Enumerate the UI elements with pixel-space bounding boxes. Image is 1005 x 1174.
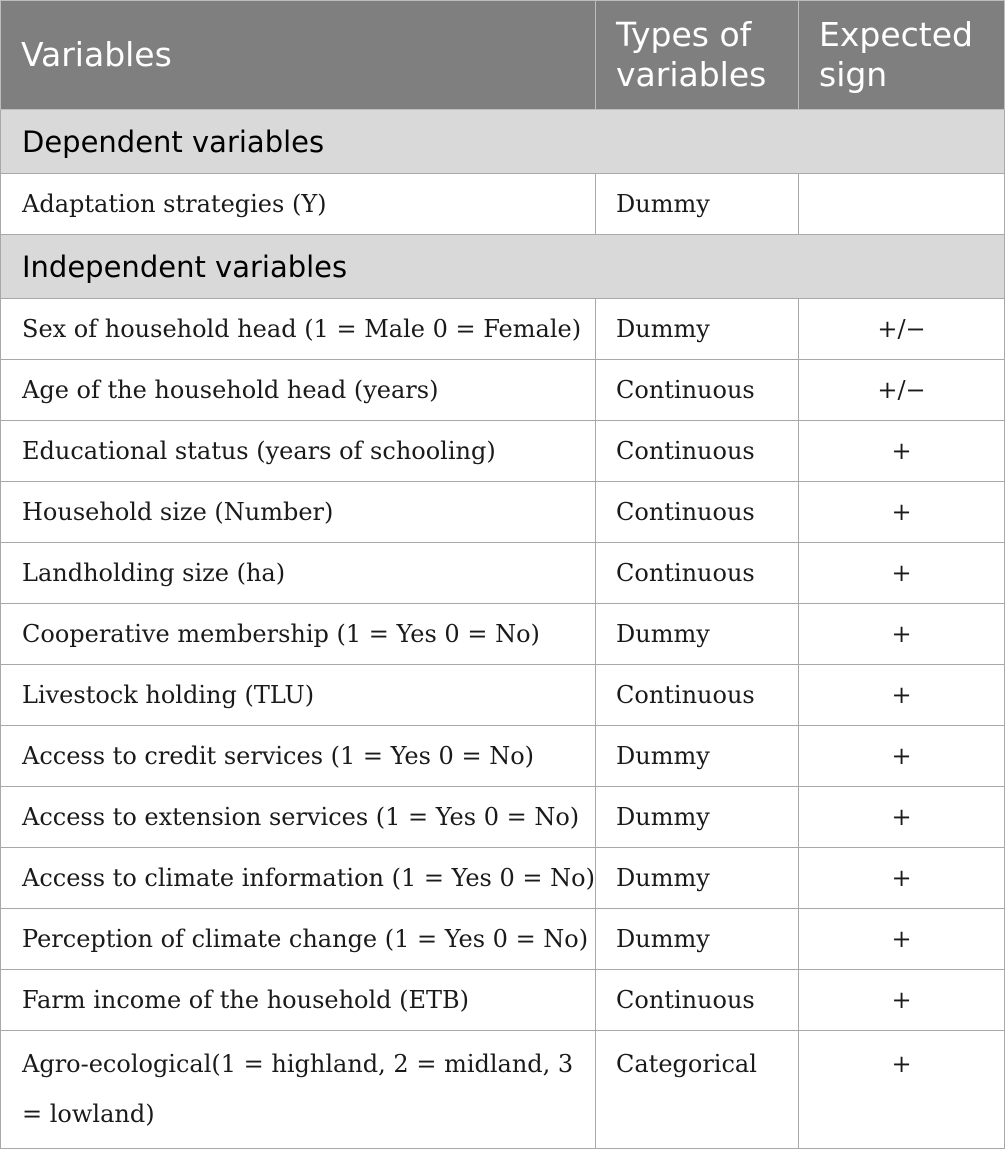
sign-cell: + bbox=[799, 848, 1005, 909]
sign-cell: + bbox=[799, 726, 1005, 787]
sign-cell: + bbox=[799, 787, 1005, 848]
variable-cell: Adaptation strategies (Y) bbox=[1, 174, 596, 235]
table-header bbox=[1, 1, 1005, 110]
variable-cell: Access to climate information (1 = Yes 0 = No) bbox=[1, 848, 596, 909]
type-cell: Continuous bbox=[596, 543, 799, 604]
sign-cell: + bbox=[799, 970, 1005, 1031]
section-title-dependent: Dependent variables bbox=[1, 110, 1005, 174]
table-row bbox=[1, 421, 1005, 482]
section-row-dependent bbox=[1, 110, 1005, 174]
table-row bbox=[1, 909, 1005, 970]
sign-cell: + bbox=[799, 665, 1005, 726]
variable-cell: Livestock holding (TLU) bbox=[1, 665, 596, 726]
variable-cell: Access to credit services (1 = Yes 0 = No) bbox=[1, 726, 596, 787]
table-row bbox=[1, 787, 1005, 848]
table-row bbox=[1, 726, 1005, 787]
variable-cell: Access to extension services (1 = Yes 0 = No) bbox=[1, 787, 596, 848]
type-cell: Dummy bbox=[596, 726, 799, 787]
type-cell: Continuous bbox=[596, 970, 799, 1031]
header-row bbox=[1, 1, 1005, 110]
table-row bbox=[1, 299, 1005, 360]
type-cell: Dummy bbox=[596, 604, 799, 665]
variable-cell: Agro-ecological(1 = highland, 2 = midland, 3 = lowland) bbox=[1, 1031, 596, 1149]
sign-cell: +/− bbox=[799, 360, 1005, 421]
variable-cell: Cooperative membership (1 = Yes 0 = No) bbox=[1, 604, 596, 665]
sign-cell: + bbox=[799, 1031, 1005, 1149]
variable-cell: Age of the household head (years) bbox=[1, 360, 596, 421]
table-row bbox=[1, 543, 1005, 604]
header-expected-sign: Expected sign bbox=[799, 1, 1005, 110]
header-variables: Variables bbox=[1, 1, 596, 110]
variable-cell: Household size (Number) bbox=[1, 482, 596, 543]
type-cell: Categorical bbox=[596, 1031, 799, 1149]
type-cell: Continuous bbox=[596, 421, 799, 482]
sign-cell: + bbox=[799, 604, 1005, 665]
table-body bbox=[1, 110, 1005, 1149]
table-row bbox=[1, 174, 1005, 235]
type-cell: Dummy bbox=[596, 299, 799, 360]
table-row bbox=[1, 848, 1005, 909]
sign-cell: + bbox=[799, 909, 1005, 970]
section-row-independent bbox=[1, 235, 1005, 299]
type-cell: Continuous bbox=[596, 665, 799, 726]
table-row bbox=[1, 482, 1005, 543]
variable-cell: Sex of household head (1 = Male 0 = Female) bbox=[1, 299, 596, 360]
variable-cell: Farm income of the household (ETB) bbox=[1, 970, 596, 1031]
type-cell: Dummy bbox=[596, 848, 799, 909]
table-row bbox=[1, 1031, 1005, 1149]
table-row bbox=[1, 970, 1005, 1031]
table-row bbox=[1, 665, 1005, 726]
type-cell: Dummy bbox=[596, 909, 799, 970]
section-title-independent: Independent variables bbox=[1, 235, 1005, 299]
variable-cell: Educational status (years of schooling) bbox=[1, 421, 596, 482]
sign-cell: + bbox=[799, 421, 1005, 482]
sign-cell: + bbox=[799, 482, 1005, 543]
sign-cell: + bbox=[799, 543, 1005, 604]
variable-cell: Landholding size (ha) bbox=[1, 543, 596, 604]
variable-cell: Perception of climate change (1 = Yes 0 = No) bbox=[1, 909, 596, 970]
type-cell: Continuous bbox=[596, 360, 799, 421]
type-cell: Dummy bbox=[596, 174, 799, 235]
table-row bbox=[1, 360, 1005, 421]
header-types: Types of variables bbox=[596, 1, 799, 110]
type-cell: Dummy bbox=[596, 787, 799, 848]
type-cell: Continuous bbox=[596, 482, 799, 543]
sign-cell bbox=[799, 174, 1005, 235]
table-row bbox=[1, 604, 1005, 665]
sign-cell: +/− bbox=[799, 299, 1005, 360]
